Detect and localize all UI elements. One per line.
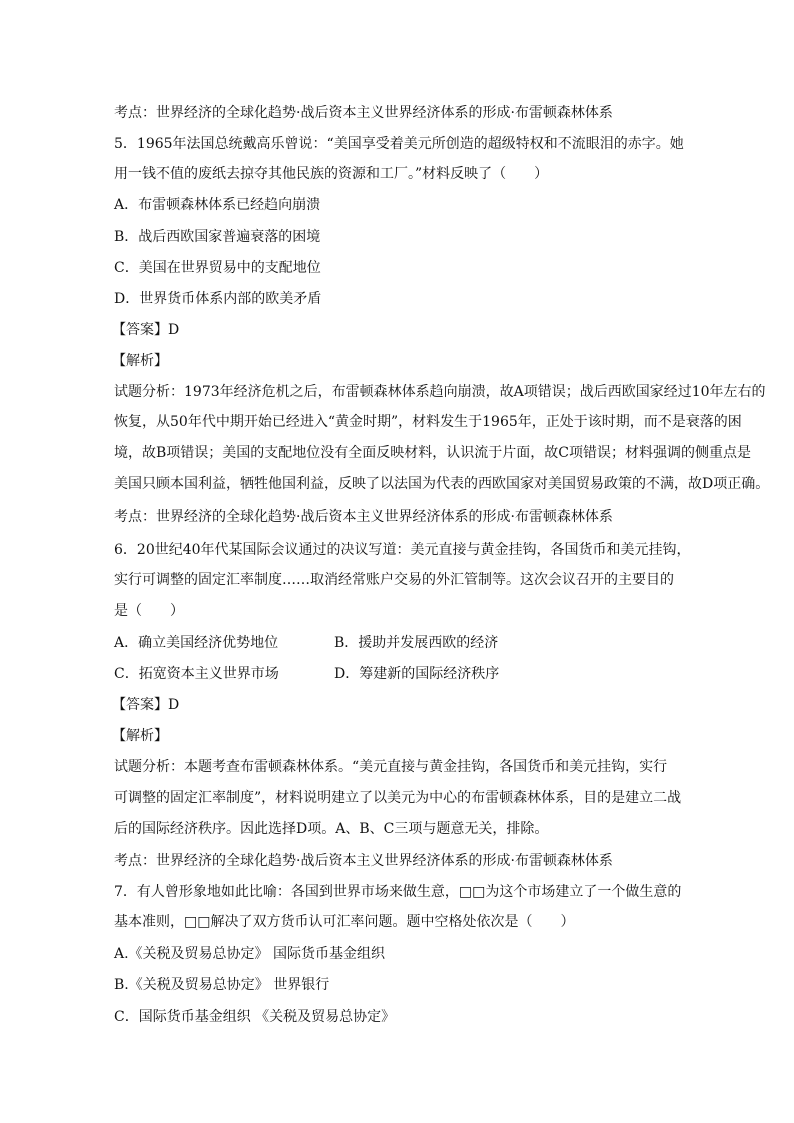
kaodian-line: 考点：世界经济的全球化趋势·战后资本主义世界经济体系的形成·布雷顿森林体系 — [114, 509, 613, 525]
analysis-label: 【解析】 — [112, 353, 168, 369]
question-5-option-b: B．战后西欧国家普遍衰落的困境 — [114, 229, 321, 245]
question-5-stem: 用一钱不值的废纸去掠夺其他民族的资源和工厂。”材料反映了（ ） — [114, 166, 549, 182]
analysis-text: 境，故B项错误；美国的支配地位没有全面反映材料，认识流于片面，故C项错误；材料强调的侧重点是 — [114, 445, 751, 461]
question-6-option-d: D．筹建新的国际经济秩序 — [334, 666, 500, 682]
question-7-option-a: A.《关税及贸易总协定》 国际货币基金组织 — [114, 946, 386, 962]
answer-label: 【答案】D — [112, 322, 180, 338]
question-6-stem: 是（ ） — [114, 603, 184, 619]
analysis-text: 试题分析：1973年经济危机之后，布雷顿森林体系趋向崩溃，故A项错误；战后西欧国家经过10年左右的 — [114, 384, 766, 400]
question-7-stem: 7．有人曾形象地如此比喻：各国到世界市场来做生意，□□为这个市场建立了一个做生意的 — [114, 884, 682, 900]
analysis-text: 恢复，从50年代中期开始已经进入“黄金时期”，材料发生于1965年，正处于该时期，而不是衰落的困 — [114, 414, 742, 430]
kaodian-line: 考点：世界经济的全球化趋势·战后资本主义世界经济体系的形成·布雷顿森林体系 — [114, 105, 613, 121]
question-7-stem: 基本准则，□□解决了双方货币认可汇率问题。题中空格处依次是（ ） — [114, 914, 575, 930]
question-5-option-c: C．美国在世界贸易中的支配地位 — [114, 260, 321, 276]
analysis-text: 美国只顾本国利益，牺牲他国利益，反映了以法国为代表的西欧国家对美国贸易政策的不满，故D项正确。 — [114, 476, 770, 492]
question-6-option-b: B．援助并发展西欧的经济 — [334, 635, 499, 651]
question-6-option-a: A．确立美国经济优势地位 — [114, 635, 279, 651]
question-5-option-d: D．世界货币体系内部的欧美矛盾 — [114, 291, 322, 307]
kaodian-line: 考点：世界经济的全球化趋势·战后资本主义世界经济体系的形成·布雷顿森林体系 — [114, 853, 613, 869]
analysis-text: 后的国际经济秩序。因此选择D项。A、B、C三项与题意无关，排除。 — [114, 821, 549, 837]
question-7-option-c: C．国际货币基金组织 《关税及贸易总协定》 — [114, 1009, 396, 1025]
analysis-text: 可调整的固定汇率制度”，材料说明建立了以美元为中心的布雷顿森林体系，目的是建立二战 — [114, 790, 682, 806]
question-5-option-a: A．布雷顿森林体系已经趋向崩溃 — [114, 197, 321, 213]
question-6-option-c: C．拓宽资本主义世界市场 — [114, 666, 279, 682]
question-6-stem: 6．20世纪40年代某国际会议通过的决议写道：美元直接与黄金挂钩，各国货币和美元挂钩， — [114, 542, 691, 558]
question-5-stem: 5．1965年法国总统戴高乐曾说：“美国享受着美元所创造的超级特权和不流眼泪的赤字。她 — [114, 136, 684, 152]
analysis-label: 【解析】 — [112, 728, 168, 744]
analysis-text: 试题分析：本题考查布雷顿森林体系。“美元直接与黄金挂钩，各国货币和美元挂钩，实行 — [114, 759, 668, 775]
answer-label: 【答案】D — [112, 697, 180, 713]
question-6-stem: 实行可调整的固定汇率制度……取消经常账户交易的外汇管制等。这次会议召开的主要目的 — [114, 572, 674, 588]
question-7-option-b: B.《关税及贸易总协定》 世界银行 — [114, 977, 330, 993]
